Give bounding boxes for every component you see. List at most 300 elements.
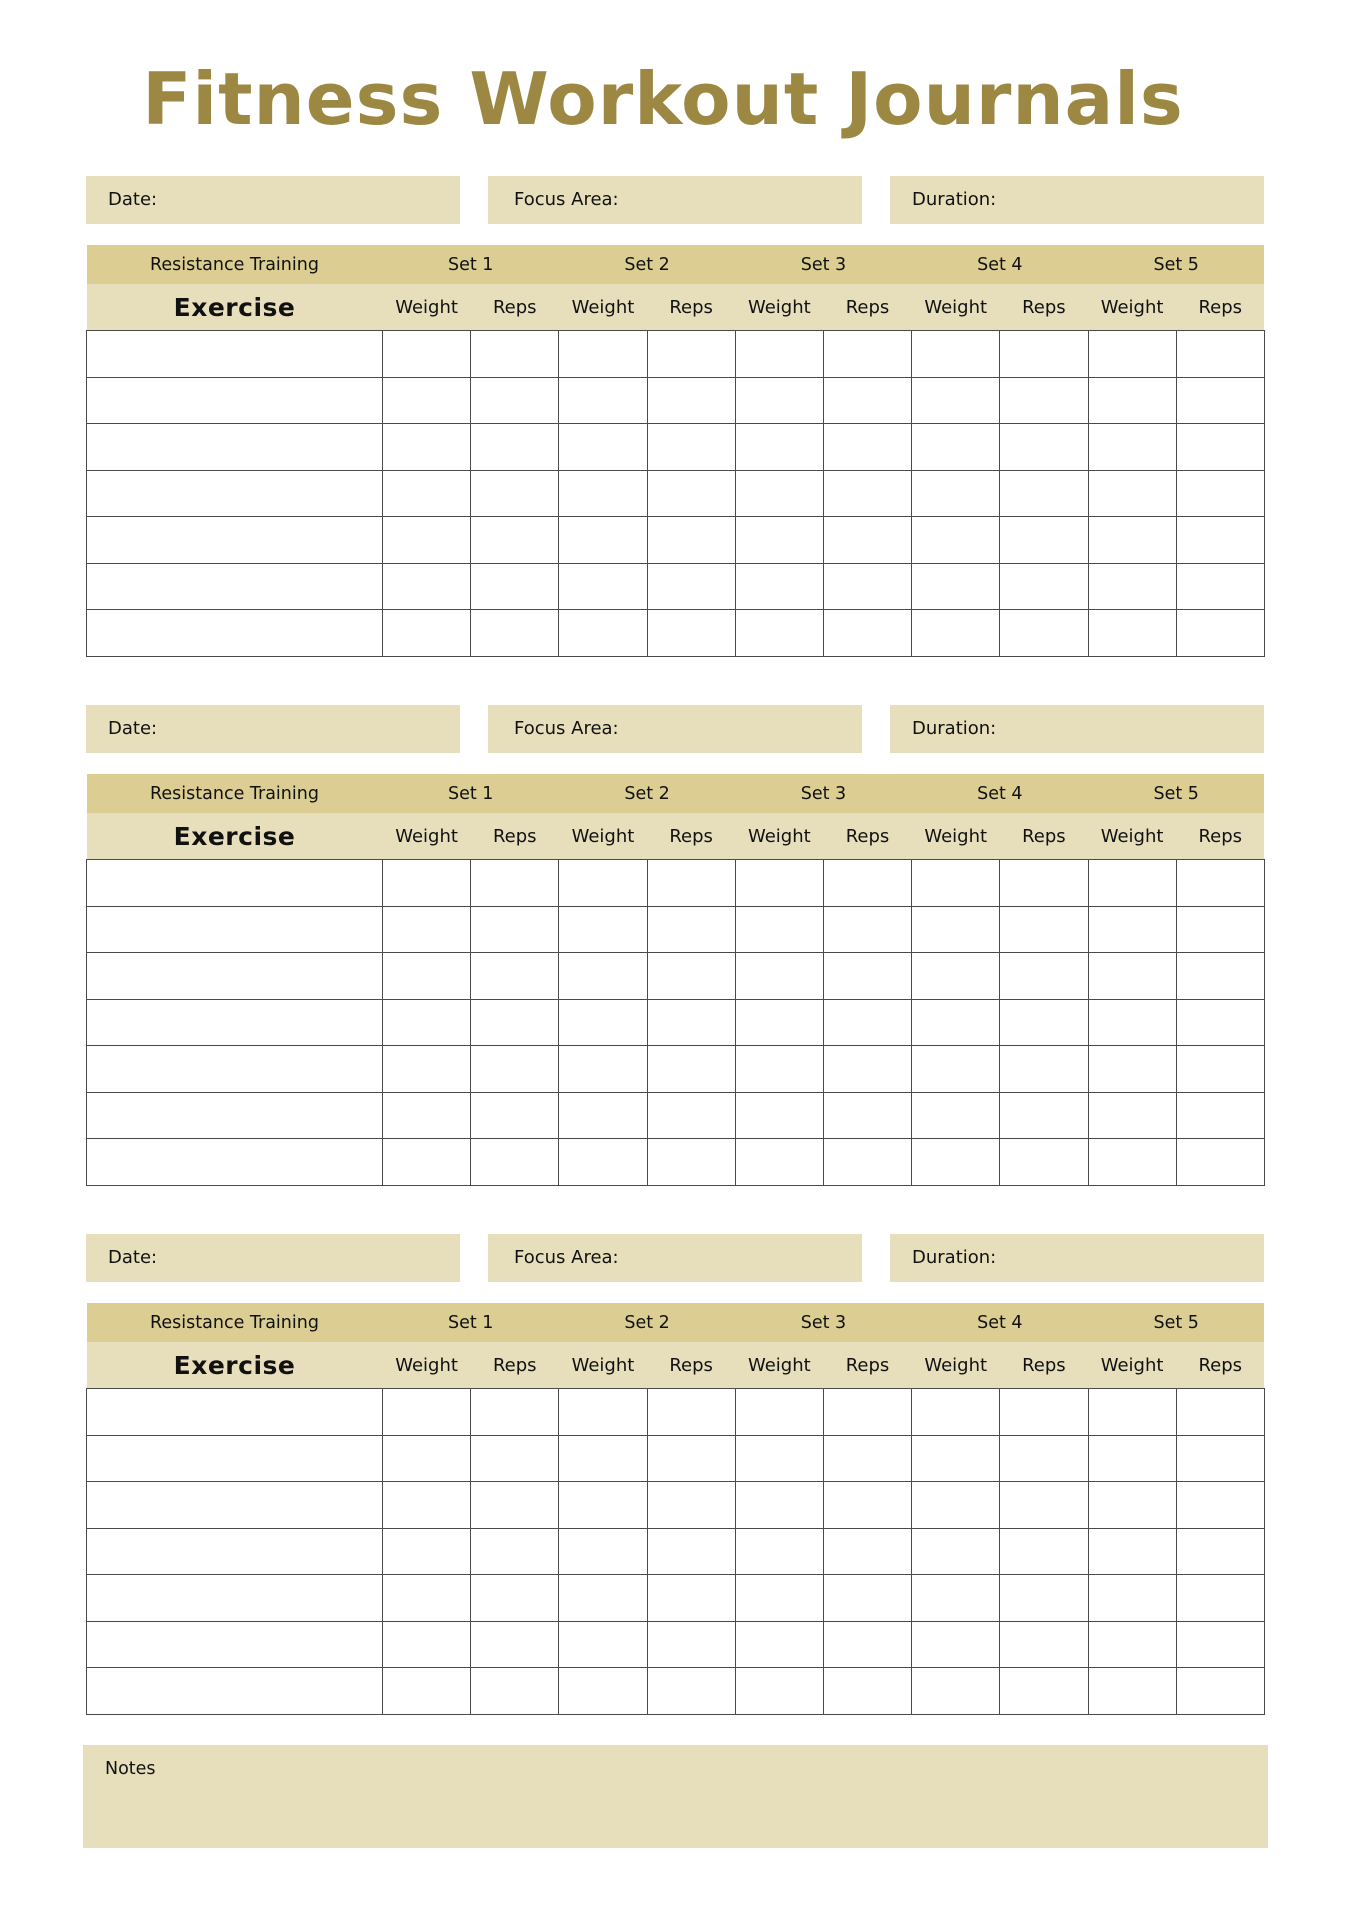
weight-cell[interactable]: [912, 331, 1000, 378]
weight-cell[interactable]: [1088, 1389, 1176, 1436]
reps-cell[interactable]: [647, 1528, 735, 1575]
weight-cell[interactable]: [559, 563, 647, 610]
weight-cell[interactable]: [912, 953, 1000, 1000]
exercise-cell[interactable]: [87, 1139, 383, 1186]
weight-cell[interactable]: [383, 1139, 471, 1186]
reps-cell[interactable]: [1000, 1668, 1088, 1715]
weight-cell[interactable]: [912, 517, 1000, 564]
reps-cell[interactable]: [1176, 331, 1264, 378]
weight-cell[interactable]: [383, 1668, 471, 1715]
workout-table: [86, 1303, 1265, 1715]
set-header: Set 1: [383, 245, 559, 284]
exercise-cell[interactable]: [87, 424, 383, 471]
reps-cell[interactable]: [1176, 1482, 1264, 1529]
table-row: [87, 377, 1265, 424]
set-header-row: [87, 774, 1265, 813]
reps-cell[interactable]: [1176, 1389, 1264, 1436]
reps-cell[interactable]: [471, 1139, 559, 1186]
page-title: Fitness Workout Journals: [142, 57, 1184, 141]
weight-cell[interactable]: [559, 953, 647, 1000]
reps-cell[interactable]: [471, 377, 559, 424]
duration-field[interactable]: [890, 705, 1264, 753]
weight-cell[interactable]: [912, 1575, 1000, 1622]
exercise-cell[interactable]: [87, 860, 383, 907]
exercise-cell[interactable]: [87, 1046, 383, 1093]
weight-cell[interactable]: [383, 1621, 471, 1668]
weight-cell[interactable]: [383, 1046, 471, 1093]
reps-cell[interactable]: [1176, 1092, 1264, 1139]
exercise-cell[interactable]: [87, 999, 383, 1046]
date-label: Date:: [108, 718, 158, 739]
reps-cell[interactable]: [647, 377, 735, 424]
exercise-cell[interactable]: [87, 610, 383, 657]
reps-cell[interactable]: [647, 1668, 735, 1715]
reps-cell[interactable]: [647, 1092, 735, 1139]
set-header: Set 4: [912, 1303, 1088, 1342]
weight-cell[interactable]: [559, 999, 647, 1046]
focus-area-field[interactable]: [488, 176, 862, 224]
weight-cell[interactable]: [735, 953, 823, 1000]
weight-cell[interactable]: [1088, 610, 1176, 657]
reps-cell[interactable]: [823, 1621, 911, 1668]
reps-cell[interactable]: [823, 610, 911, 657]
weight-cell[interactable]: [735, 377, 823, 424]
weight-cell[interactable]: [1088, 470, 1176, 517]
reps-cell[interactable]: [1176, 953, 1264, 1000]
weight-cell[interactable]: [559, 1389, 647, 1436]
weight-cell[interactable]: [383, 424, 471, 471]
weight-cell[interactable]: [912, 1389, 1000, 1436]
workout-table: [86, 245, 1265, 657]
reps-cell[interactable]: [1176, 1621, 1264, 1668]
weight-cell[interactable]: [735, 906, 823, 953]
weight-cell[interactable]: [912, 470, 1000, 517]
table-row: [87, 470, 1265, 517]
weight-cell[interactable]: [383, 1092, 471, 1139]
reps-cell[interactable]: [471, 331, 559, 378]
reps-cell[interactable]: [647, 331, 735, 378]
weight-header: Weight: [912, 1342, 1000, 1389]
reps-cell[interactable]: [1000, 906, 1088, 953]
reps-cell[interactable]: [471, 1482, 559, 1529]
reps-cell[interactable]: [647, 953, 735, 1000]
table-row: [87, 331, 1265, 378]
weight-cell[interactable]: [1088, 1435, 1176, 1482]
duration-label: Duration:: [912, 1247, 997, 1268]
weight-cell[interactable]: [735, 1575, 823, 1622]
table-row: [87, 610, 1265, 657]
weight-cell[interactable]: [383, 377, 471, 424]
exercise-cell[interactable]: [87, 1575, 383, 1622]
reps-cell[interactable]: [1000, 331, 1088, 378]
reps-cell[interactable]: [823, 1389, 911, 1436]
set-header: Set 1: [383, 774, 559, 813]
weight-cell[interactable]: [559, 1528, 647, 1575]
reps-cell[interactable]: [647, 610, 735, 657]
weight-cell[interactable]: [559, 860, 647, 907]
date-field[interactable]: [86, 705, 460, 753]
set-header: Set 5: [1088, 245, 1264, 284]
weight-cell[interactable]: [912, 860, 1000, 907]
weight-cell[interactable]: [912, 1092, 1000, 1139]
reps-cell[interactable]: [647, 517, 735, 564]
reps-cell[interactable]: [1000, 860, 1088, 907]
reps-header: Reps: [471, 284, 559, 331]
exercise-cell[interactable]: [87, 1092, 383, 1139]
weight-cell[interactable]: [383, 563, 471, 610]
reps-cell[interactable]: [471, 906, 559, 953]
reps-cell[interactable]: [1000, 1046, 1088, 1093]
reps-cell[interactable]: [823, 377, 911, 424]
reps-cell[interactable]: [647, 906, 735, 953]
date-field[interactable]: [86, 1234, 460, 1282]
reps-cell[interactable]: [823, 424, 911, 471]
reps-cell[interactable]: [647, 563, 735, 610]
exercise-cell[interactable]: [87, 906, 383, 953]
weight-cell[interactable]: [735, 1482, 823, 1529]
reps-cell[interactable]: [1176, 610, 1264, 657]
reps-cell[interactable]: [1000, 1092, 1088, 1139]
reps-cell[interactable]: [1176, 1139, 1264, 1186]
reps-cell[interactable]: [1176, 860, 1264, 907]
weight-cell[interactable]: [383, 1482, 471, 1529]
exercise-cell[interactable]: [87, 1668, 383, 1715]
focus-area-field[interactable]: [488, 1234, 862, 1282]
weight-cell[interactable]: [912, 610, 1000, 657]
reps-cell[interactable]: [471, 1528, 559, 1575]
exercise-cell[interactable]: [87, 1621, 383, 1668]
reps-cell[interactable]: [647, 1575, 735, 1622]
reps-cell[interactable]: [471, 1435, 559, 1482]
weight-cell[interactable]: [383, 999, 471, 1046]
weight-cell[interactable]: [912, 1621, 1000, 1668]
reps-cell[interactable]: [471, 470, 559, 517]
reps-cell[interactable]: [1176, 1575, 1264, 1622]
weight-cell[interactable]: [1088, 860, 1176, 907]
reps-cell[interactable]: [471, 1046, 559, 1093]
weight-cell[interactable]: [383, 860, 471, 907]
reps-cell[interactable]: [1000, 610, 1088, 657]
reps-cell[interactable]: [471, 1668, 559, 1715]
set-header: Set 2: [559, 245, 735, 284]
weight-cell[interactable]: [383, 906, 471, 953]
reps-cell[interactable]: [1000, 1575, 1088, 1622]
weight-cell[interactable]: [735, 1621, 823, 1668]
reps-cell[interactable]: [647, 999, 735, 1046]
weight-cell[interactable]: [559, 470, 647, 517]
journal-section: [86, 176, 1264, 322]
reps-cell[interactable]: [1000, 1389, 1088, 1436]
reps-cell[interactable]: [647, 1046, 735, 1093]
weight-cell[interactable]: [383, 470, 471, 517]
info-row: [86, 1234, 1264, 1282]
reps-cell[interactable]: [823, 1435, 911, 1482]
weight-cell[interactable]: [1088, 1668, 1176, 1715]
reps-cell[interactable]: [1000, 999, 1088, 1046]
weight-cell[interactable]: [735, 1046, 823, 1093]
weight-cell[interactable]: [735, 999, 823, 1046]
weight-cell[interactable]: [559, 517, 647, 564]
weight-cell[interactable]: [1088, 1482, 1176, 1529]
weight-cell[interactable]: [1088, 953, 1176, 1000]
table-row: [87, 999, 1265, 1046]
table-row: [87, 563, 1265, 610]
reps-cell[interactable]: [471, 999, 559, 1046]
table-row: [87, 424, 1265, 471]
reps-header: Reps: [1000, 1342, 1088, 1389]
notes-box[interactable]: [83, 1745, 1268, 1848]
exercise-header: Exercise: [87, 813, 383, 860]
weight-cell[interactable]: [1088, 424, 1176, 471]
weight-cell[interactable]: [1088, 999, 1176, 1046]
reps-cell[interactable]: [1176, 1528, 1264, 1575]
set-header: Set 4: [912, 245, 1088, 284]
exercise-cell[interactable]: [87, 1528, 383, 1575]
notes-label: Notes: [105, 1759, 156, 1779]
reps-cell[interactable]: [471, 1389, 559, 1436]
weight-cell[interactable]: [735, 1668, 823, 1715]
reps-cell[interactable]: [1176, 377, 1264, 424]
weight-cell[interactable]: [559, 331, 647, 378]
weight-cell[interactable]: [1088, 1092, 1176, 1139]
reps-cell[interactable]: [823, 470, 911, 517]
weight-cell[interactable]: [559, 1668, 647, 1715]
exercise-header: Exercise: [87, 284, 383, 331]
reps-cell[interactable]: [1176, 470, 1264, 517]
weight-cell[interactable]: [383, 1528, 471, 1575]
reps-cell[interactable]: [823, 1668, 911, 1715]
weight-header: Weight: [1088, 284, 1176, 331]
weight-cell[interactable]: [735, 563, 823, 610]
date-label: Date:: [108, 1247, 158, 1268]
reps-cell[interactable]: [471, 860, 559, 907]
weight-cell[interactable]: [735, 517, 823, 564]
weight-cell[interactable]: [912, 563, 1000, 610]
weight-cell[interactable]: [1088, 1528, 1176, 1575]
reps-cell[interactable]: [1000, 377, 1088, 424]
weight-cell[interactable]: [735, 470, 823, 517]
weight-cell[interactable]: [912, 906, 1000, 953]
weight-cell[interactable]: [735, 1435, 823, 1482]
weight-header: Weight: [559, 284, 647, 331]
weight-cell[interactable]: [1088, 1046, 1176, 1093]
set-header: Set 4: [912, 774, 1088, 813]
reps-cell[interactable]: [1000, 953, 1088, 1000]
weight-cell[interactable]: [1088, 1139, 1176, 1186]
weight-cell[interactable]: [559, 1435, 647, 1482]
reps-cell[interactable]: [1176, 424, 1264, 471]
reps-cell[interactable]: [823, 1092, 911, 1139]
weight-cell[interactable]: [912, 424, 1000, 471]
workout-table: [86, 774, 1265, 1186]
weight-cell[interactable]: [1088, 377, 1176, 424]
reps-cell[interactable]: [471, 1092, 559, 1139]
weight-cell[interactable]: [912, 999, 1000, 1046]
set-header: Set 3: [735, 1303, 911, 1342]
weight-cell[interactable]: [735, 610, 823, 657]
weight-cell[interactable]: [1088, 563, 1176, 610]
weight-cell[interactable]: [1088, 1575, 1176, 1622]
reps-cell[interactable]: [1000, 1621, 1088, 1668]
reps-cell[interactable]: [823, 906, 911, 953]
weight-cell[interactable]: [559, 1046, 647, 1093]
focus-area-field[interactable]: [488, 705, 862, 753]
weight-cell[interactable]: [912, 1435, 1000, 1482]
reps-cell[interactable]: [823, 1528, 911, 1575]
weight-cell[interactable]: [1088, 906, 1176, 953]
weight-cell[interactable]: [559, 377, 647, 424]
date-field[interactable]: [86, 176, 460, 224]
reps-header: Reps: [471, 1342, 559, 1389]
weight-cell[interactable]: [912, 1139, 1000, 1186]
weight-cell[interactable]: [559, 1092, 647, 1139]
journal-section: [86, 705, 1264, 851]
exercise-cell[interactable]: [87, 1435, 383, 1482]
weight-header: Weight: [1088, 813, 1176, 860]
table-row: [87, 1435, 1265, 1482]
reps-cell[interactable]: [471, 1621, 559, 1668]
weight-cell[interactable]: [383, 1389, 471, 1436]
focus-area-label: Focus Area:: [514, 189, 619, 210]
table-row: [87, 1482, 1265, 1529]
reps-header: Reps: [823, 1342, 911, 1389]
reps-cell[interactable]: [823, 517, 911, 564]
exercise-cell[interactable]: [87, 470, 383, 517]
reps-cell[interactable]: [823, 1482, 911, 1529]
weight-header: Weight: [383, 284, 471, 331]
reps-cell[interactable]: [1176, 1668, 1264, 1715]
weight-cell[interactable]: [912, 1046, 1000, 1093]
exercise-cell[interactable]: [87, 953, 383, 1000]
exercise-cell[interactable]: [87, 563, 383, 610]
weight-cell[interactable]: [912, 1668, 1000, 1715]
reps-cell[interactable]: [823, 1139, 911, 1186]
reps-cell[interactable]: [647, 470, 735, 517]
table-row: [87, 1139, 1265, 1186]
reps-cell[interactable]: [647, 1482, 735, 1529]
weight-cell[interactable]: [383, 1575, 471, 1622]
reps-cell[interactable]: [1176, 906, 1264, 953]
reps-cell[interactable]: [471, 424, 559, 471]
weight-cell[interactable]: [912, 1482, 1000, 1529]
reps-cell[interactable]: [471, 953, 559, 1000]
weight-cell[interactable]: [735, 424, 823, 471]
reps-cell[interactable]: [647, 424, 735, 471]
reps-cell[interactable]: [1000, 424, 1088, 471]
reps-cell[interactable]: [823, 999, 911, 1046]
duration-label: Duration:: [912, 189, 997, 210]
reps-cell[interactable]: [1000, 470, 1088, 517]
reps-cell[interactable]: [1000, 1528, 1088, 1575]
reps-cell[interactable]: [1000, 1482, 1088, 1529]
weight-cell[interactable]: [383, 331, 471, 378]
weight-cell[interactable]: [1088, 517, 1176, 564]
reps-cell[interactable]: [1000, 563, 1088, 610]
exercise-cell[interactable]: [87, 1389, 383, 1436]
weight-cell[interactable]: [912, 377, 1000, 424]
weight-cell[interactable]: [735, 1092, 823, 1139]
reps-cell[interactable]: [1176, 517, 1264, 564]
weight-cell[interactable]: [735, 331, 823, 378]
reps-header: Reps: [647, 1342, 735, 1389]
weight-cell[interactable]: [559, 1575, 647, 1622]
reps-cell[interactable]: [1000, 1139, 1088, 1186]
weight-cell[interactable]: [735, 1139, 823, 1186]
focus-area-label: Focus Area:: [514, 1247, 619, 1268]
reps-cell[interactable]: [1176, 563, 1264, 610]
reps-cell[interactable]: [647, 1621, 735, 1668]
reps-cell[interactable]: [823, 860, 911, 907]
reps-cell[interactable]: [471, 610, 559, 657]
reps-header: Reps: [1176, 284, 1264, 331]
duration-field[interactable]: [890, 1234, 1264, 1282]
weight-cell[interactable]: [559, 610, 647, 657]
reps-cell[interactable]: [823, 563, 911, 610]
reps-cell[interactable]: [823, 1046, 911, 1093]
reps-cell[interactable]: [823, 953, 911, 1000]
reps-cell[interactable]: [471, 517, 559, 564]
exercise-cell[interactable]: [87, 377, 383, 424]
reps-cell[interactable]: [647, 860, 735, 907]
reps-cell[interactable]: [1176, 1046, 1264, 1093]
reps-cell[interactable]: [823, 331, 911, 378]
weight-cell[interactable]: [559, 424, 647, 471]
reps-header: Reps: [823, 813, 911, 860]
weight-cell[interactable]: [735, 1389, 823, 1436]
exercise-cell[interactable]: [87, 1482, 383, 1529]
duration-label: Duration:: [912, 718, 997, 739]
weight-cell[interactable]: [1088, 1621, 1176, 1668]
weight-header: Weight: [912, 813, 1000, 860]
weight-cell[interactable]: [559, 1482, 647, 1529]
weight-cell[interactable]: [1088, 331, 1176, 378]
reps-cell[interactable]: [647, 1389, 735, 1436]
weight-cell[interactable]: [383, 610, 471, 657]
weight-cell[interactable]: [559, 906, 647, 953]
column-header-row: [87, 813, 1265, 860]
reps-cell[interactable]: [471, 563, 559, 610]
weight-cell[interactable]: [383, 953, 471, 1000]
weight-header: Weight: [735, 1342, 823, 1389]
set-header: Set 2: [559, 1303, 735, 1342]
set-header: Set 5: [1088, 774, 1264, 813]
weight-cell[interactable]: [735, 860, 823, 907]
exercise-cell[interactable]: [87, 331, 383, 378]
weight-cell[interactable]: [912, 1528, 1000, 1575]
reps-cell[interactable]: [647, 1139, 735, 1186]
weight-cell[interactable]: [735, 1528, 823, 1575]
reps-cell[interactable]: [647, 1435, 735, 1482]
weight-cell[interactable]: [559, 1139, 647, 1186]
weight-header: Weight: [559, 1342, 647, 1389]
weight-cell[interactable]: [383, 1435, 471, 1482]
duration-field[interactable]: [890, 176, 1264, 224]
weight-cell[interactable]: [383, 517, 471, 564]
weight-header: Weight: [735, 813, 823, 860]
category-header: Resistance Training: [87, 245, 383, 284]
reps-cell[interactable]: [1176, 1435, 1264, 1482]
weight-cell[interactable]: [559, 1621, 647, 1668]
reps-cell[interactable]: [1000, 517, 1088, 564]
set-header: Set 5: [1088, 1303, 1264, 1342]
exercise-cell[interactable]: [87, 517, 383, 564]
table-row: [87, 953, 1265, 1000]
reps-cell[interactable]: [1000, 1435, 1088, 1482]
reps-cell[interactable]: [823, 1575, 911, 1622]
reps-cell[interactable]: [1176, 999, 1264, 1046]
reps-cell[interactable]: [471, 1575, 559, 1622]
reps-header: Reps: [1000, 284, 1088, 331]
